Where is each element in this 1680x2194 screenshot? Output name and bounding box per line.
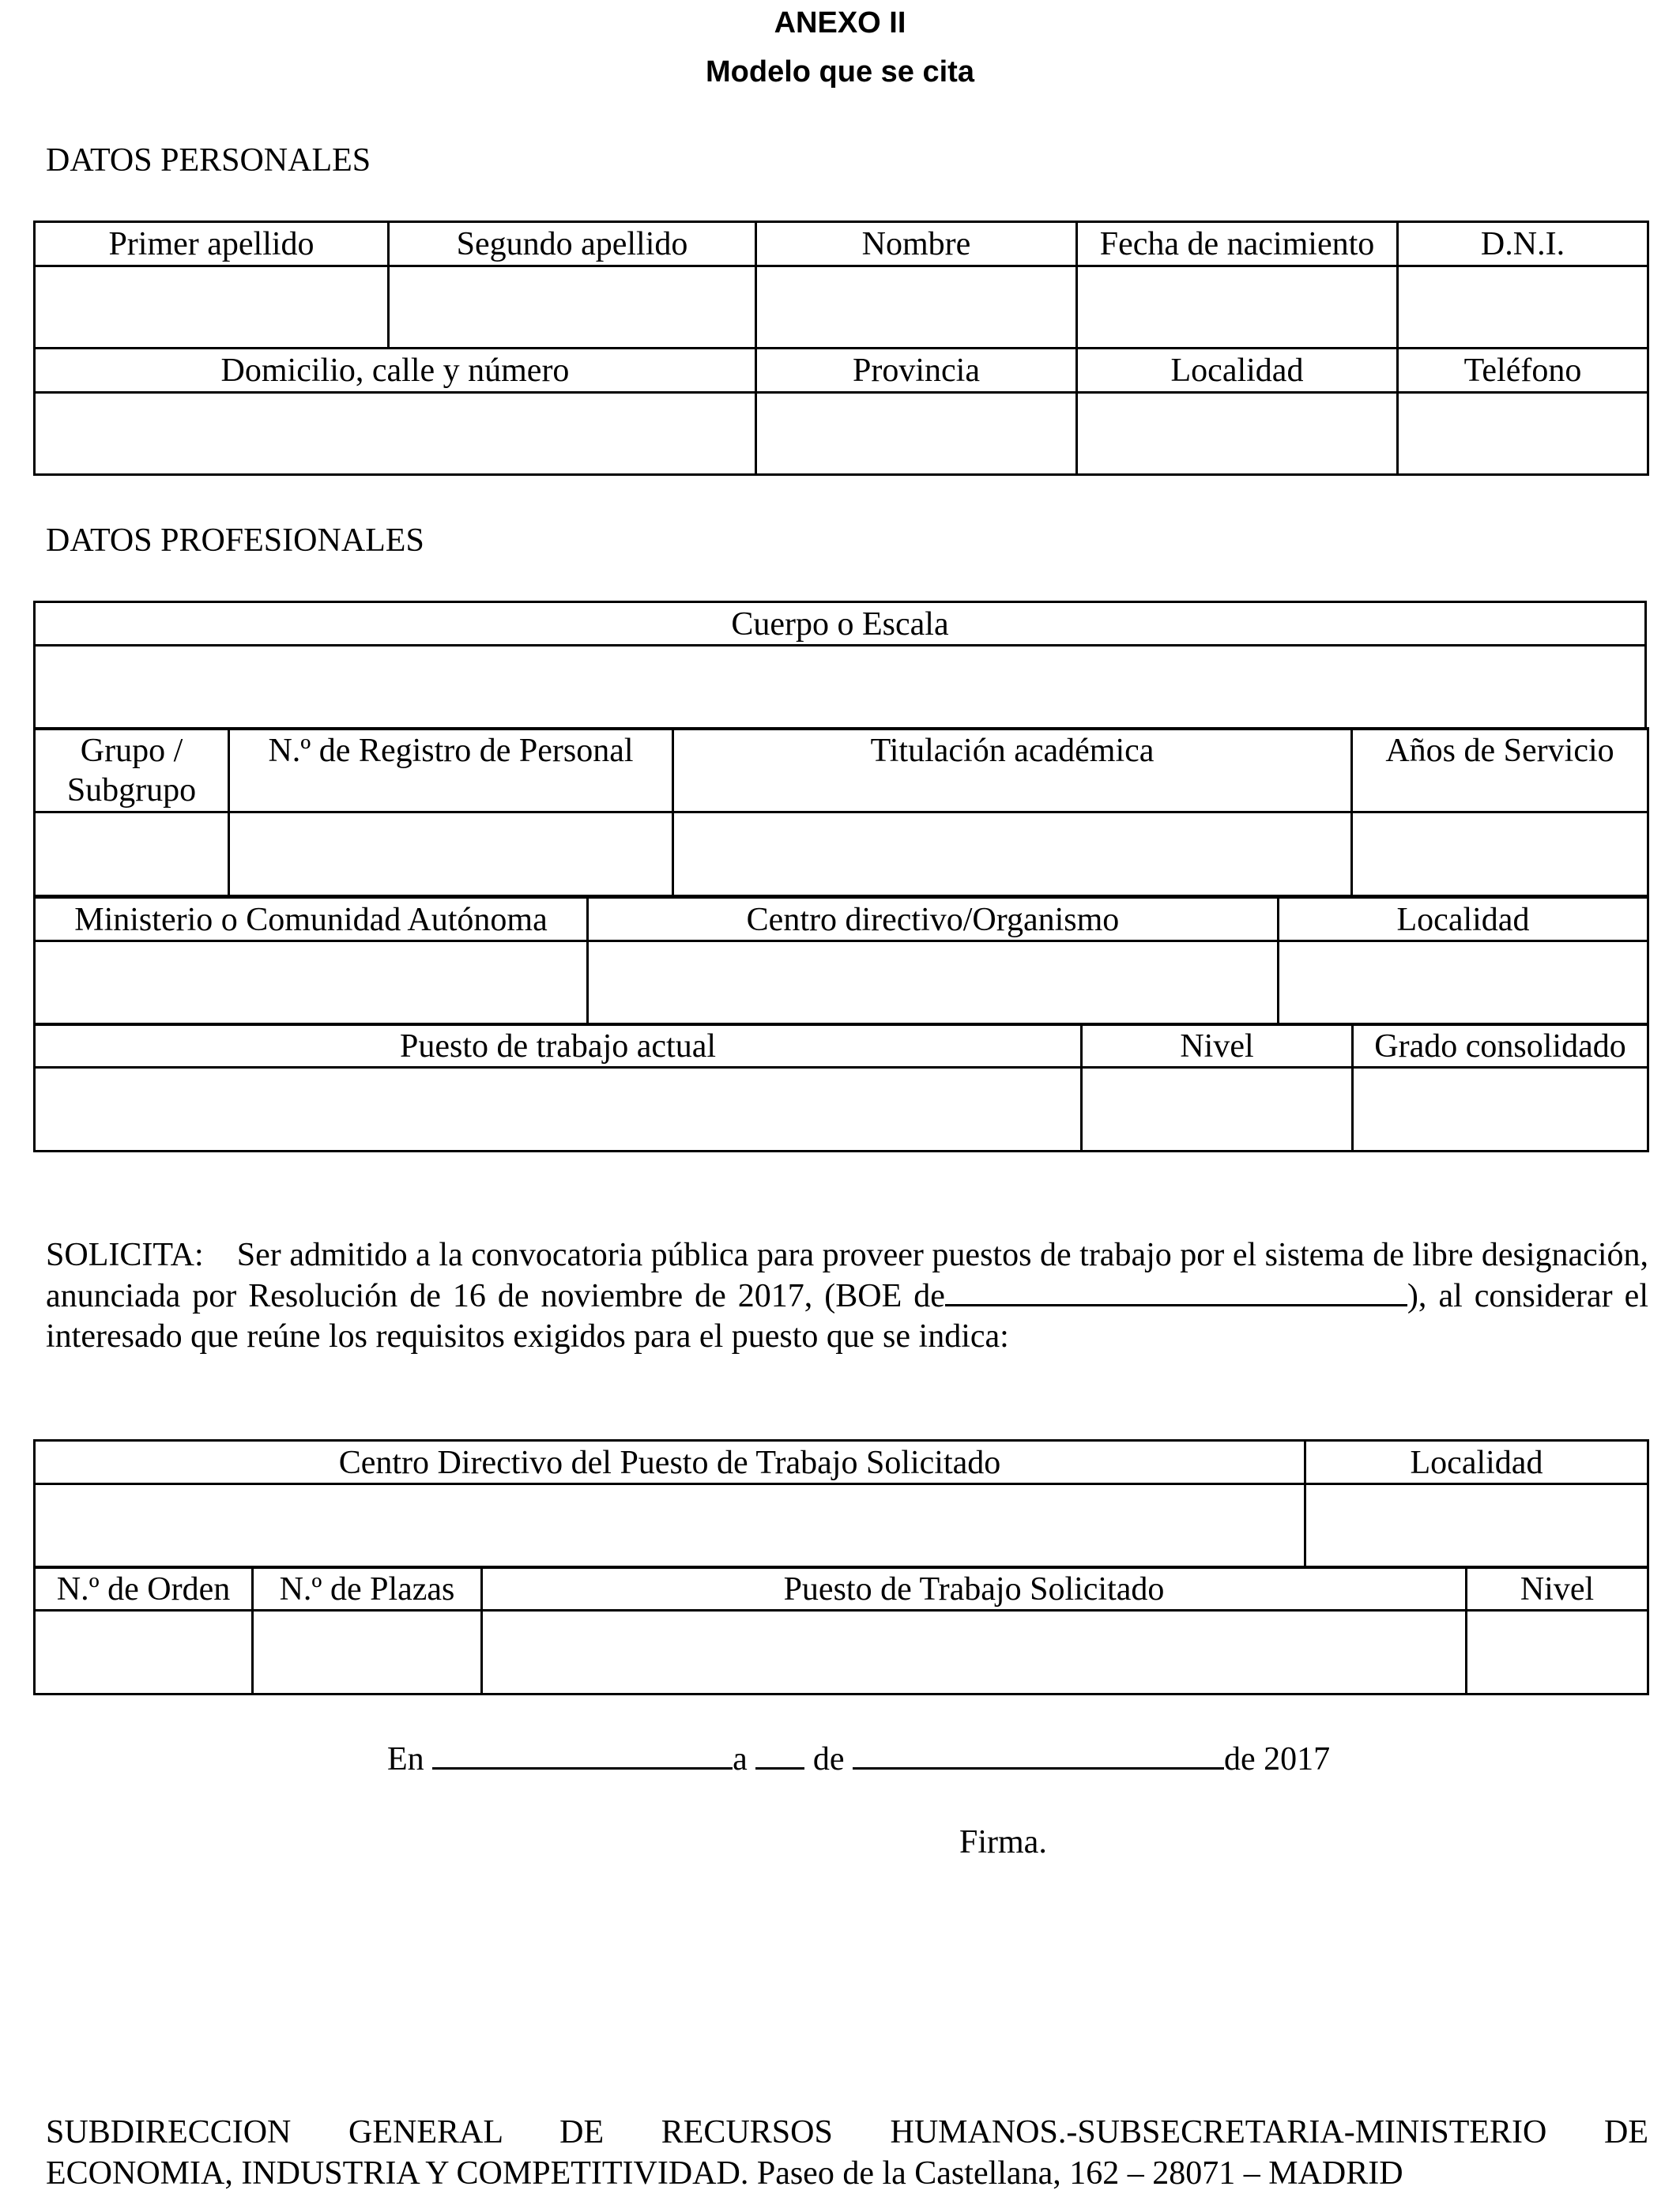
- header-numero-plazas: N.º de Plazas: [253, 1567, 482, 1611]
- field-dni[interactable]: [1398, 266, 1648, 349]
- place-blank[interactable]: [432, 1739, 733, 1770]
- header-segundo-apellido: Segundo apellido: [389, 222, 756, 266]
- field-telefono[interactable]: [1398, 393, 1648, 475]
- date-line: [387, 1739, 1330, 1779]
- header-nivel-solicitado: Nivel: [1467, 1567, 1648, 1611]
- date-year: de 2017: [1223, 1741, 1331, 1777]
- header-telefono: Teléfono: [1398, 349, 1648, 393]
- annex-subtitle: Modelo que se cita: [706, 55, 974, 89]
- field-localidad-prof[interactable]: [1279, 941, 1648, 1025]
- cuerpo-table: [33, 601, 1647, 730]
- field-centro-solicitado[interactable]: [35, 1484, 1305, 1568]
- annex-title: ANEXO II: [774, 6, 906, 40]
- field-puesto-solicitado[interactable]: [482, 1611, 1467, 1695]
- field-fecha-nacimiento[interactable]: [1077, 266, 1398, 349]
- field-grupo-subgrupo[interactable]: [35, 812, 229, 896]
- header-numero-orden: N.º de Orden: [35, 1567, 253, 1611]
- header-primer-apellido: Primer apellido: [35, 222, 389, 266]
- header-puesto-actual: Puesto de trabajo actual: [35, 1024, 1082, 1068]
- grupo-table: [33, 727, 1649, 897]
- solicita-label: SOLICITA:: [46, 1237, 204, 1273]
- date-en: En: [387, 1741, 424, 1777]
- header-dni: D.N.I.: [1398, 222, 1648, 266]
- header-ministerio: Ministerio o Comunidad Autónoma: [35, 898, 588, 941]
- field-segundo-apellido[interactable]: [389, 266, 756, 349]
- requested-centro-table: [33, 1439, 1649, 1569]
- field-provincia[interactable]: [756, 393, 1077, 475]
- header-centro-directivo: Centro directivo/Organismo: [588, 898, 1279, 941]
- section-title-professional: DATOS PROFESIONALES: [46, 522, 424, 559]
- field-numero-orden[interactable]: [35, 1611, 253, 1695]
- field-domicilio[interactable]: [35, 393, 756, 475]
- header-grado-consolidado: Grado consolidado: [1353, 1024, 1648, 1068]
- signature-label: Firma.: [959, 1824, 1047, 1860]
- header-grupo-subgrupo: Grupo / Subgrupo: [35, 729, 229, 812]
- header-nombre: Nombre: [756, 222, 1077, 266]
- field-localidad[interactable]: [1077, 393, 1398, 475]
- field-primer-apellido[interactable]: [35, 266, 389, 349]
- boe-date-blank[interactable]: [945, 1276, 1407, 1306]
- requested-puesto-table: [33, 1566, 1649, 1695]
- footer-line-2: ECONOMIA, INDUSTRIA Y COMPETITIVIDAD. Paseo de la Castellana, 162 – 28071 – MADRID: [46, 2155, 1403, 2192]
- header-localidad: Localidad: [1077, 349, 1398, 393]
- ministerio-table: [33, 896, 1649, 1026]
- field-centro-directivo[interactable]: [588, 941, 1279, 1025]
- footer-address: [46, 2112, 1648, 2194]
- solicita-paragraph: [46, 1235, 1648, 1357]
- date-a: a: [733, 1741, 748, 1777]
- solicita-text-3: al considerar el interesado que reúne los requisitos exigidos para el puesto que se indica:: [46, 1278, 1648, 1355]
- field-nombre[interactable]: [756, 266, 1077, 349]
- header-provincia: Provincia: [756, 349, 1077, 393]
- field-grado-consolidado[interactable]: [1353, 1068, 1648, 1152]
- day-blank[interactable]: [755, 1739, 804, 1770]
- section-title-personal: DATOS PERSONALES: [46, 142, 371, 179]
- solicita-text-1: Ser admitido a la convocatoria pública para proveer puestos de trabajo por el sistema de libre designación, anunciada por Resolución de 16 de noviembre de 2017, (BOE de: [46, 1237, 1648, 1314]
- field-nivel-actual[interactable]: [1082, 1068, 1353, 1152]
- footer-line-1: SUBDIRECCION GENERAL DE RECURSOS HUMANOS.-SUBSECRETARIA-MINISTERIO DE: [46, 2114, 1648, 2151]
- puesto-actual-table: [33, 1023, 1649, 1152]
- field-anos-servicio[interactable]: [1352, 812, 1648, 896]
- field-nivel-solicitado[interactable]: [1467, 1611, 1648, 1695]
- field-registro-personal[interactable]: [229, 812, 673, 896]
- field-localidad-solicitada[interactable]: [1305, 1484, 1648, 1568]
- field-titulacion[interactable]: [673, 812, 1352, 896]
- header-fecha-nacimiento: Fecha de nacimiento: [1077, 222, 1398, 266]
- header-localidad-prof: Localidad: [1279, 898, 1648, 941]
- personal-data-table: [33, 221, 1649, 476]
- field-ministerio[interactable]: [35, 941, 588, 1025]
- header-domicilio: Domicilio, calle y número: [35, 349, 756, 393]
- date-de: de: [812, 1741, 845, 1777]
- header-puesto-solicitado: Puesto de Trabajo Solicitado: [482, 1567, 1467, 1611]
- solicita-text-2: ),: [1407, 1278, 1427, 1314]
- header-localidad-solicitada: Localidad: [1305, 1441, 1648, 1484]
- header-registro-personal: N.º de Registro de Personal: [229, 729, 673, 812]
- header-centro-solicitado: Centro Directivo del Puesto de Trabajo Solicitado: [35, 1441, 1305, 1484]
- field-cuerpo-escala[interactable]: [35, 646, 1646, 729]
- header-nivel-actual: Nivel: [1082, 1024, 1353, 1068]
- header-cuerpo-escala: Cuerpo o Escala: [35, 602, 1646, 646]
- header-titulacion: Titulación académica: [673, 729, 1352, 812]
- month-blank[interactable]: [853, 1739, 1224, 1770]
- header-anos-servicio: Años de Servicio: [1352, 729, 1648, 812]
- field-puesto-actual[interactable]: [35, 1068, 1082, 1152]
- field-numero-plazas[interactable]: [253, 1611, 482, 1695]
